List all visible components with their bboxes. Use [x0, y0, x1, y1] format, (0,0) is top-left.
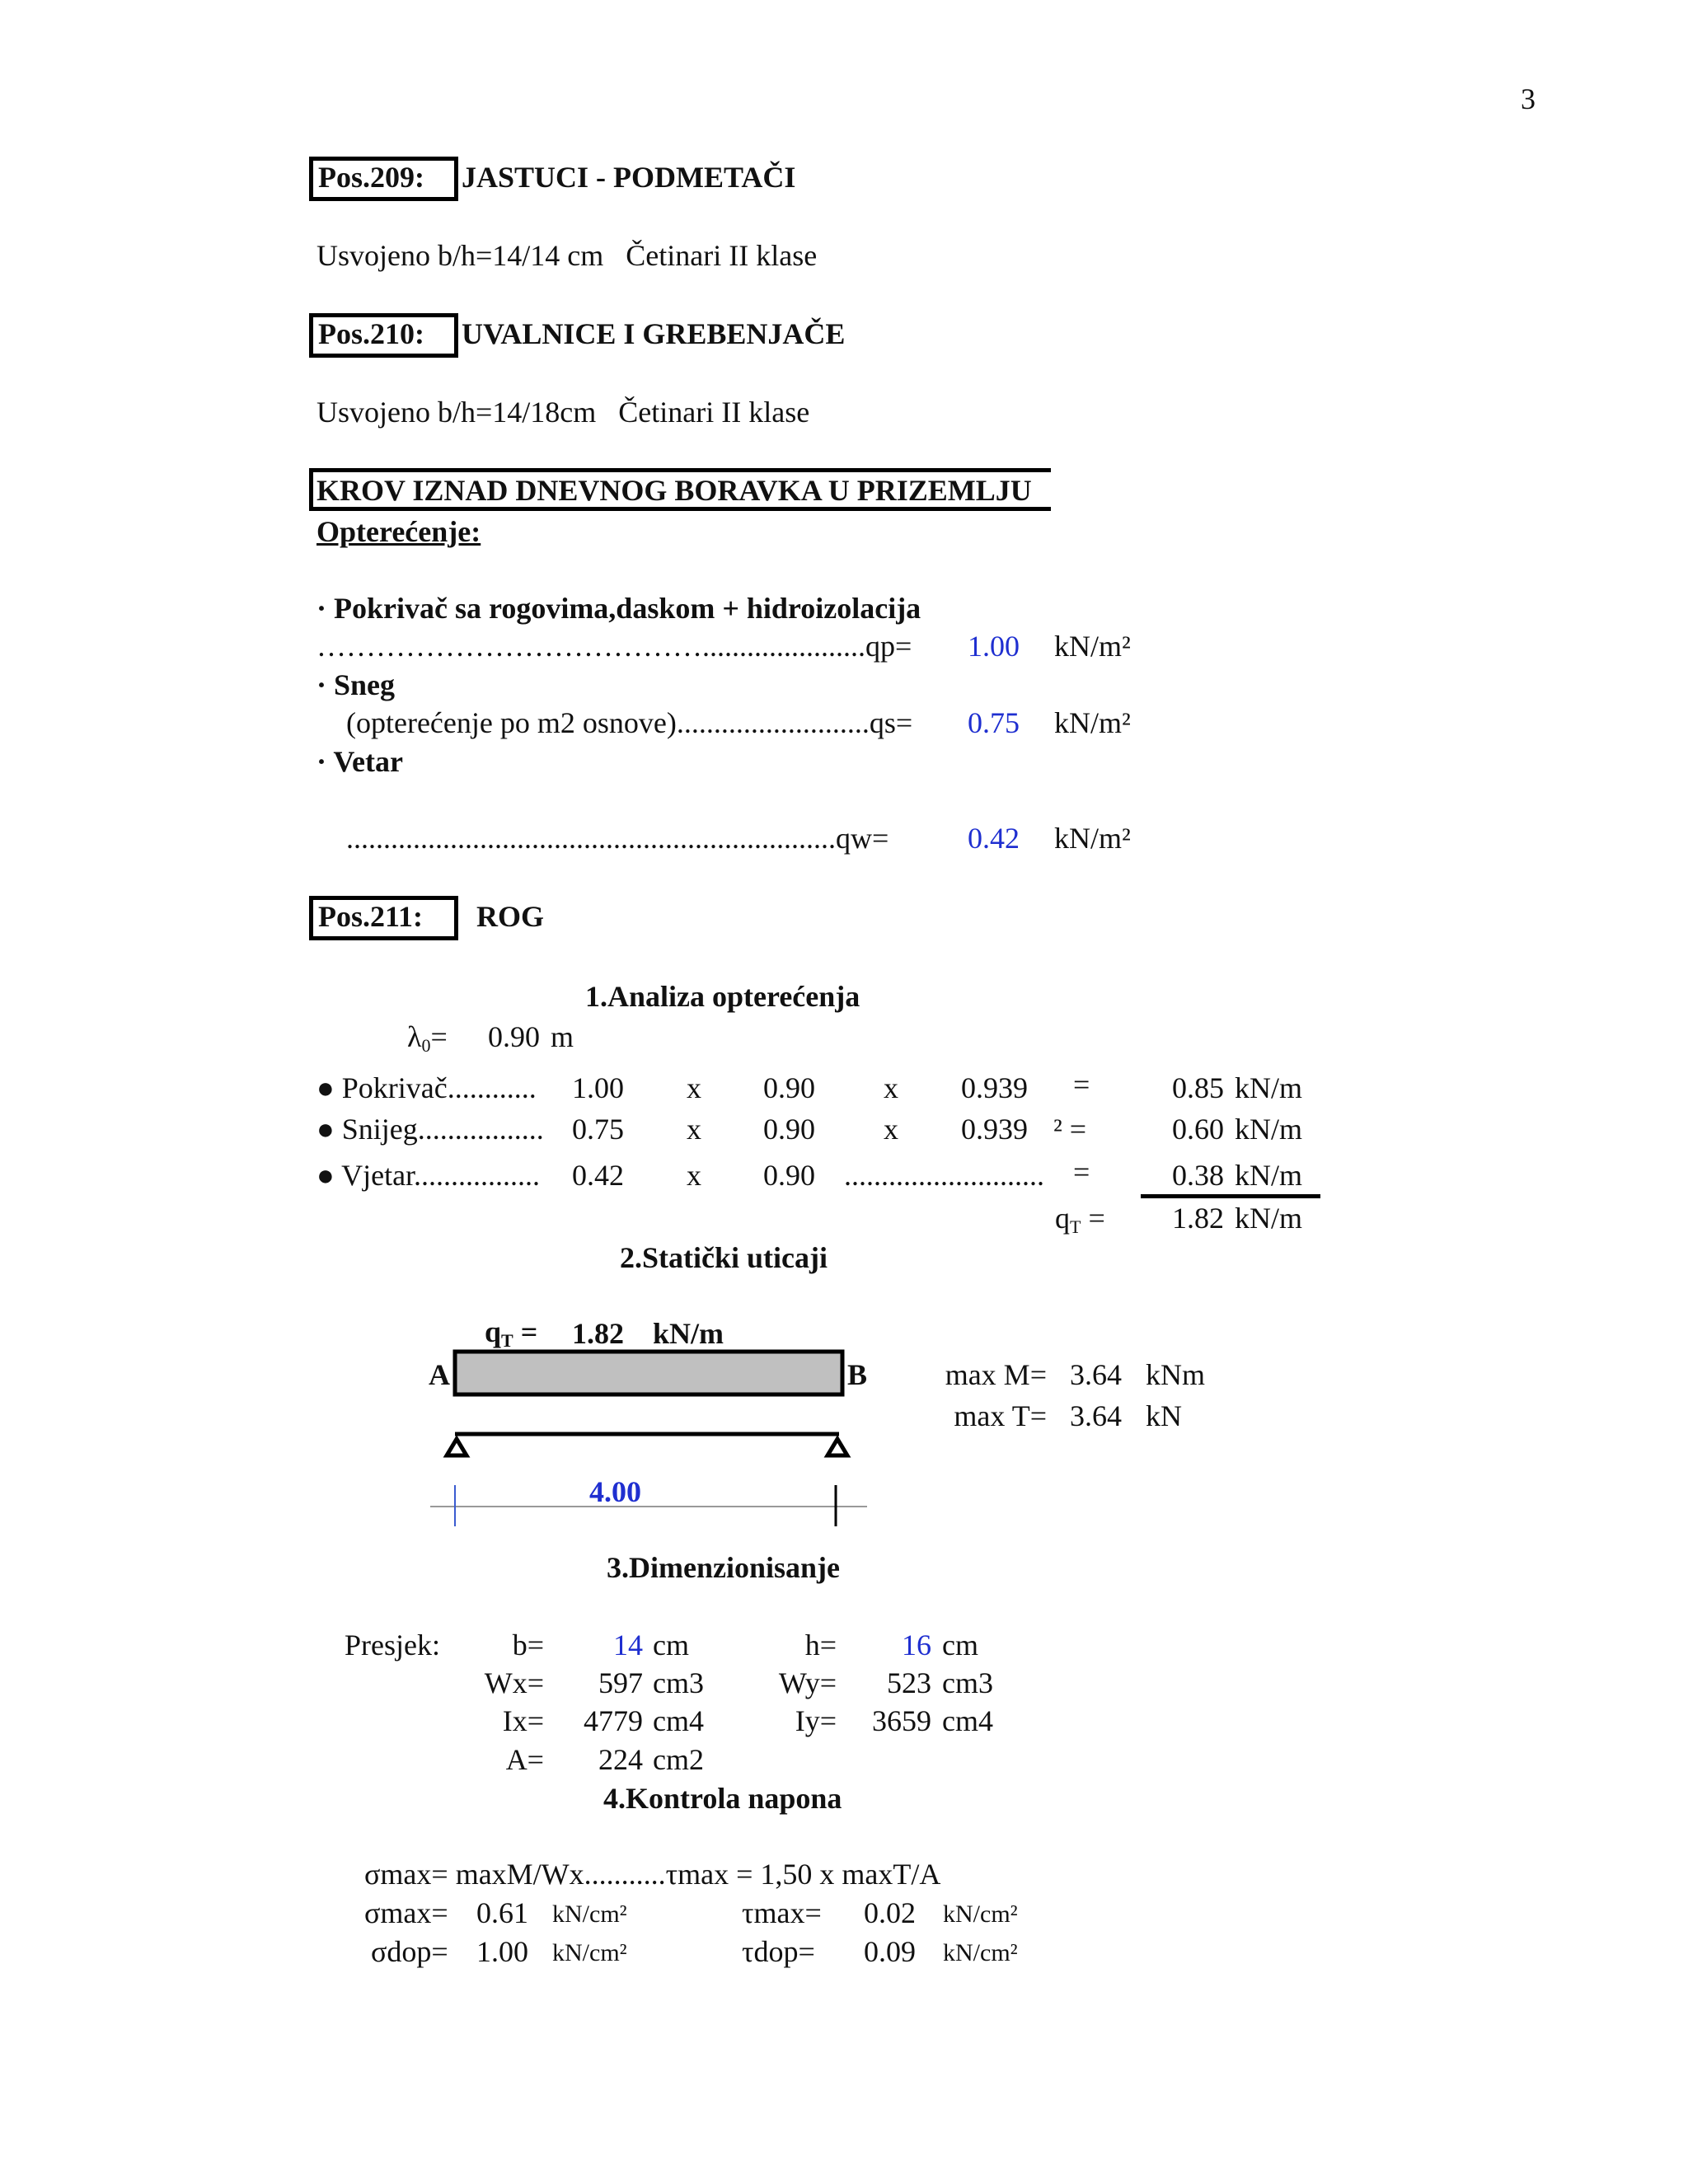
analysis-row-name: ● Snijeg.................	[316, 1113, 544, 1146]
sigma-max-value: 0.61	[476, 1896, 528, 1929]
max-shear-label: max T=	[954, 1399, 1047, 1432]
tau-dop-value: 0.09	[864, 1935, 916, 1968]
h-unit: cm	[942, 1629, 978, 1661]
page-number: 3	[1521, 82, 1536, 115]
load-block	[455, 1352, 842, 1394]
sigma-dop-label: σdop=	[371, 1935, 448, 1968]
wy-label: Wy=	[778, 1666, 837, 1699]
analysis-row-result: 0.85	[1172, 1071, 1224, 1104]
load-item-dots: (opterećenje po m2 osnove)..........................qs=	[346, 706, 913, 739]
max-moment-value: 3.64	[1070, 1358, 1122, 1391]
tau-dop-label: τdop=	[742, 1935, 815, 1968]
analysis-row-x1: x	[687, 1113, 701, 1146]
iy-unit: cm4	[942, 1704, 993, 1737]
sum-rule	[1141, 1194, 1320, 1198]
iy-label: Iy=	[795, 1704, 837, 1737]
load-item-name: · Sneg	[316, 668, 396, 701]
load-item-unit: kN/m²	[1054, 822, 1131, 855]
total-q: q	[1055, 1202, 1070, 1235]
support-b-icon	[828, 1439, 847, 1455]
tau-max-unit: kN/cm²	[943, 1900, 1018, 1928]
ix-value: 4779	[584, 1704, 643, 1737]
sigma-dop-value: 1.00	[476, 1935, 528, 1968]
analysis-row-v1: 0.42	[572, 1159, 624, 1192]
stress-heading: 4.Kontrola napona	[603, 1782, 842, 1815]
beam-q-eq: =	[513, 1315, 538, 1348]
tau-dop-unit: kN/cm²	[943, 1939, 1018, 1966]
b-unit: cm	[653, 1629, 689, 1661]
pos-209-label: Pos.209:	[318, 161, 424, 194]
h-label: h=	[804, 1629, 837, 1661]
krov-title: KROV IZNAD DNEVNOG BORAVKA U PRIZEMLJU	[316, 474, 1032, 507]
sigma-max-label: σmax=	[364, 1896, 448, 1929]
load-item-name: · Pokrivač sa rogovima,daskom + hidroizolacija	[316, 592, 921, 625]
analysis-row-unit: kN/m	[1235, 1071, 1303, 1104]
presjek-label: Presjek:	[345, 1629, 440, 1661]
static-heading: 2.Statički uticaji	[620, 1241, 828, 1274]
analysis-row-eq: ² =	[1053, 1113, 1087, 1146]
dim-heading: 3.Dimenzionisanje	[607, 1551, 840, 1584]
load-item-value: 0.75	[968, 706, 1020, 739]
analysis-row-unit: kN/m	[1235, 1113, 1303, 1146]
wx-unit: cm3	[653, 1666, 704, 1699]
analysis-row-v1: 1.00	[572, 1071, 624, 1104]
wx-label: Wx=	[484, 1666, 544, 1699]
krov-title-top-rule	[309, 468, 1051, 472]
analysis-row-x1: x	[687, 1071, 701, 1104]
beam-q-subscript: T	[501, 1330, 513, 1351]
sigma-max-unit: kN/cm²	[552, 1900, 627, 1928]
pos-209-text: Usvojeno b/h=14/14 cm Četinari II klase	[316, 239, 818, 272]
ix-unit: cm4	[653, 1704, 704, 1737]
pos-209-title: JASTUCI - PODMETAČI	[462, 161, 796, 194]
analysis-row-v2: 0.90	[763, 1159, 815, 1192]
analysis-row-name: ● Pokrivač............	[316, 1071, 537, 1104]
max-moment-unit: kNm	[1146, 1358, 1205, 1391]
krov-subtitle: Opterećenje:	[316, 515, 481, 548]
wy-unit: cm3	[942, 1666, 993, 1699]
analysis-row-v2: 0.90	[763, 1071, 815, 1104]
max-shear-unit: kN	[1146, 1399, 1182, 1432]
total-subscript: T	[1070, 1216, 1081, 1237]
pos-210-text: Usvojeno b/h=14/18cm Četinari II klase	[316, 396, 810, 429]
beam-diagram	[412, 1343, 890, 1541]
krov-title-left-rule	[309, 468, 313, 511]
load-item-value: 0.42	[968, 822, 1020, 855]
load-item-dots: ..................................................................qw=	[346, 822, 889, 855]
beam-load-unit: kN/m	[653, 1317, 724, 1350]
pos-211-title: ROG	[476, 900, 545, 933]
analysis-row-eq: =	[1073, 1068, 1090, 1101]
beam-q: q	[485, 1315, 502, 1348]
h-value: 16	[902, 1629, 931, 1661]
beam-load-value: 1.82	[572, 1317, 624, 1350]
area-value: 224	[598, 1743, 643, 1776]
krov-title-bottom-rule	[309, 507, 1051, 511]
tau-max-value: 0.02	[864, 1896, 916, 1929]
area-unit: cm2	[653, 1743, 704, 1776]
analysis-row-v3: 0.939	[961, 1071, 1028, 1104]
lambda-subscript: 0	[421, 1035, 431, 1056]
stress-formula: σmax= maxM/Wx...........τmax = 1,50 x maxT/A	[364, 1858, 941, 1891]
analysis-row-x1: x	[687, 1159, 701, 1192]
ix-label: Ix=	[502, 1704, 544, 1737]
pos-210-title: UVALNICE I GREBENJAČE	[462, 317, 846, 350]
max-moment-label: max M=	[945, 1358, 1047, 1391]
analysis-row-v1: 0.75	[572, 1113, 624, 1146]
total-eq: =	[1081, 1202, 1105, 1235]
analysis-row-name: ● Vjetar.................	[316, 1159, 541, 1192]
tau-max-label: τmax=	[742, 1896, 822, 1929]
b-value: 14	[613, 1629, 643, 1661]
lambda-unit: m	[551, 1020, 574, 1053]
analysis-heading: 1.Analiza opterećenja	[585, 980, 860, 1013]
total-unit: kN/m	[1235, 1202, 1303, 1235]
pos-210-label: Pos.210:	[318, 317, 424, 350]
analysis-row-result: 0.60	[1172, 1113, 1224, 1146]
lambda-symbol: λ	[407, 1020, 422, 1053]
analysis-row-x2: x	[884, 1071, 898, 1104]
lambda-value: 0.90	[488, 1020, 540, 1053]
load-item-dots: …………………………………......................qp=	[316, 630, 912, 663]
total-label	[1055, 1203, 1105, 1236]
pos-211-label: Pos.211:	[318, 900, 424, 933]
max-shear-value: 3.64	[1070, 1399, 1122, 1432]
area-label: A=	[505, 1743, 544, 1776]
load-item-unit: kN/m²	[1054, 706, 1131, 739]
lambda-eq: =	[430, 1020, 448, 1053]
analysis-row-dots: ...........................	[844, 1159, 1044, 1192]
sigma-dop-unit: kN/cm²	[552, 1939, 627, 1966]
wx-value: 597	[598, 1666, 643, 1699]
support-b-label: B	[847, 1358, 868, 1391]
analysis-row-eq: =	[1073, 1155, 1090, 1188]
load-item-unit: kN/m²	[1054, 630, 1131, 663]
analysis-row-v3: 0.939	[961, 1113, 1028, 1146]
analysis-row-result: 0.38	[1172, 1159, 1224, 1192]
span-length: 4.00	[589, 1475, 641, 1508]
load-item-name: · Vetar	[316, 745, 403, 778]
load-item-value: 1.00	[968, 630, 1020, 663]
lambda-label	[407, 1022, 448, 1055]
total-value: 1.82	[1172, 1202, 1224, 1235]
analysis-row-unit: kN/m	[1235, 1159, 1303, 1192]
analysis-row-x2: x	[884, 1113, 898, 1146]
support-a-icon	[447, 1439, 467, 1455]
iy-value: 3659	[872, 1704, 931, 1737]
support-a-label: A	[429, 1358, 450, 1391]
analysis-row-v2: 0.90	[763, 1113, 815, 1146]
b-label: b=	[512, 1629, 544, 1661]
wy-value: 523	[887, 1666, 931, 1699]
